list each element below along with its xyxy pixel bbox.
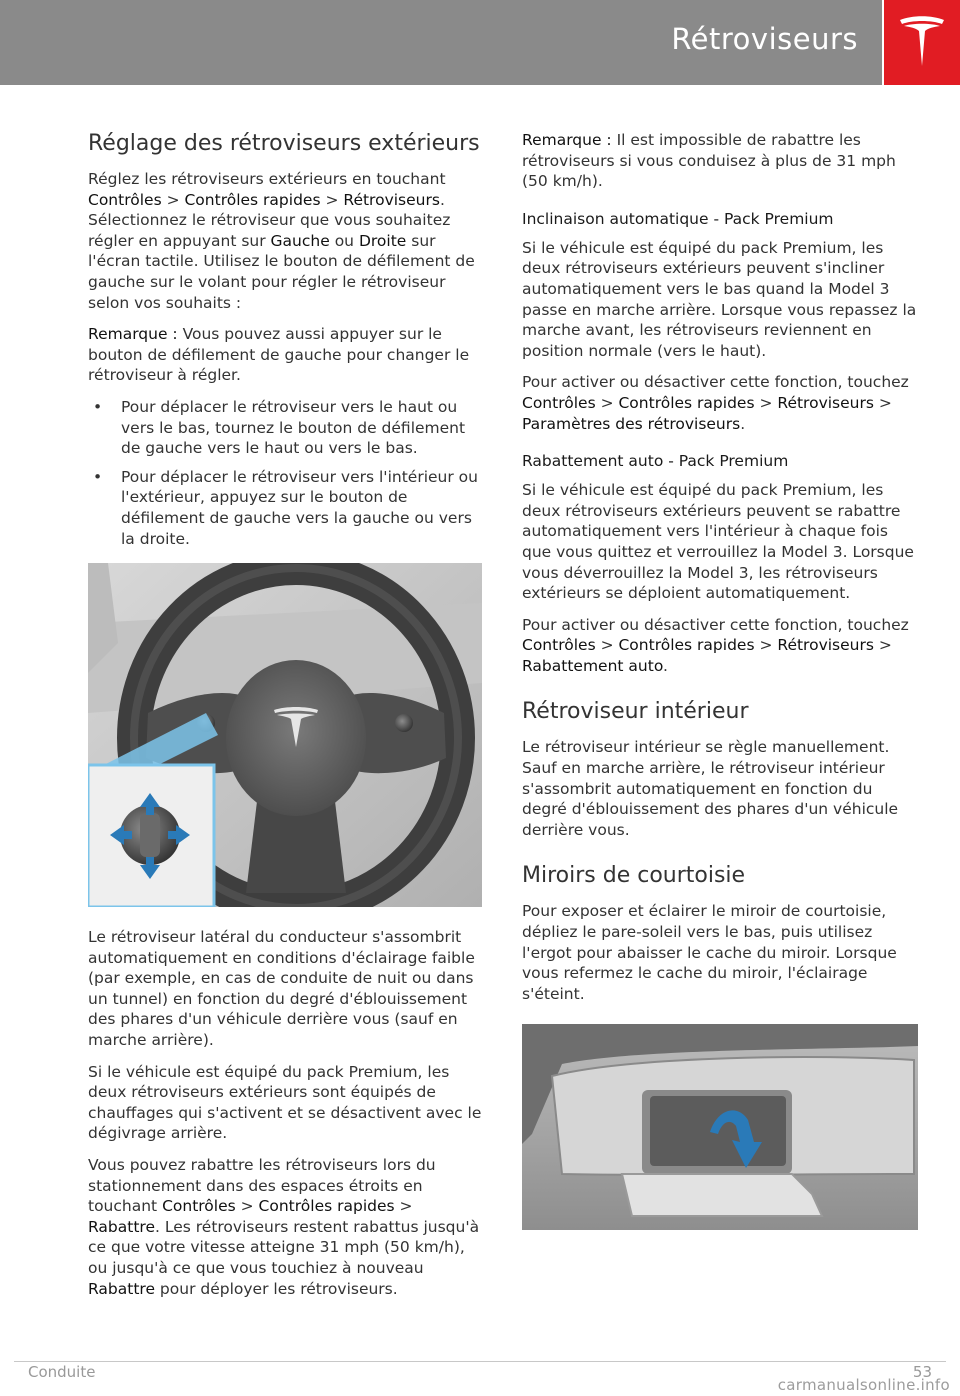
footer-rule	[14, 1361, 946, 1362]
auto-dim-paragraph: Le rétroviseur latéral du conducteur s'assombrit automatiquement en conditions d'éclairage faible (par exemple, en cas de conduite de nuit ou dans un tunnel) en fonction du degré d'éblouissement des phares d'un véhicule derrière vous (sauf en marche arrière).	[88, 928, 475, 1050]
section-heading-vanity-mirrors: Miroirs de courtoisie	[522, 863, 746, 889]
brand-logo-box	[884, 0, 960, 85]
watermark: carmanualsonline.info	[777, 1376, 950, 1394]
menu-path-quick-controls: Contrôles rapides	[184, 190, 321, 209]
page-title: Rétroviseurs	[671, 22, 858, 56]
menu-path-mirrors: Rétroviseurs	[343, 190, 440, 209]
left-column	[88, 130, 482, 1310]
heated-mirrors-paragraph: Si le véhicule est équipé du pack Premium, les deux rétroviseurs extérieurs sont équipés de chauffages qui s'activent et se désactivent avec le dégivrage arrière.	[88, 1062, 482, 1143]
subheading-auto-fold: Rabattement auto - Pack Premium	[522, 452, 789, 471]
right-column	[522, 130, 918, 1230]
fold-mirrors-paragraph: Vous pouvez rabattre les rétroviseurs lors du stationnement dans des espaces étroits en touchant Contrôles > Contrôles rapides > Rabattre. Les rétroviseurs restent rabattus jusqu'à ce que votre vitesse atteigne 31 mph (50 km/h), ou jusqu'à ce que vous touchiez à nouveau Rabattre pour déployer les rétroviseurs.	[88, 1156, 480, 1298]
page-number: 53	[912, 1363, 932, 1381]
note-label: Remarque :	[88, 325, 178, 344]
note-label: Remarque :	[522, 131, 612, 149]
subheading-auto-tilt: Inclinaison automatique - Pack Premium	[522, 209, 834, 228]
option-right: Droite	[358, 231, 407, 250]
option-left: Gauche	[270, 231, 330, 250]
menu-path-controls: Contrôles	[88, 190, 162, 209]
section-heading-interior-mirror: Rétroviseur intérieur	[522, 699, 749, 725]
auto-fold-path-paragraph: Pour activer ou désactiver cette fonction, touchez Contrôles > Contrôles rapides > Rétroviseurs > Rabattement auto.	[522, 615, 909, 675]
footer-section-name: Conduite	[28, 1363, 96, 1381]
tesla-logo-icon	[898, 14, 946, 70]
note-scroll-button: Remarque : Vous pouvez aussi appuyer sur le bouton de défilement de gauche pour changer le rétroviseur à régler.	[88, 325, 470, 385]
section-heading-exterior-mirrors: Réglage des rétroviseurs extérieurs	[88, 131, 480, 156]
interior-mirror-paragraph: Le rétroviseur intérieur se règle manuellement. Sauf en marche arrière, le rétroviseur intérieur s'assombrit automatiquement en fonction du degré d'éblouissement des phares d'un véhicule derrière vous.	[522, 738, 899, 839]
vanity-mirror-illustration	[522, 1024, 918, 1230]
list-item: • Pour déplacer le rétroviseur vers l'intérieur ou l'extérieur, appuyez sur le bouton de défilement de gauche vers la gauche ou vers la droite.	[88, 467, 482, 549]
note-fold-speed: Remarque : Il est impossible de rabattre les rétroviseurs si vous conduisez à plus de 31 mph (50 km/h).	[522, 131, 896, 191]
auto-fold-paragraph: Si le véhicule est équipé du pack Premium, les deux rétroviseurs extérieurs peuvent se rabattre automatiquement vers l'intérieur à chaque fois que vous quittez et verrouillez la Model 3. Lorsque vous déverrouillez la Model 3, les rétroviseurs extérieurs se déploient automatiquement.	[522, 481, 914, 603]
adjust-instructions-list	[88, 397, 482, 549]
list-item: • Pour déplacer le rétroviseur vers le haut ou vers le bas, tournez le bouton de défilement de gauche vers le haut ou vers le bas.	[88, 397, 482, 459]
intro-paragraph: Réglez les rétroviseurs extérieurs en touchant Contrôles > Contrôles rapides > Rétroviseurs. Sélectionnez le rétroviseur que vous souhaitez régler en appuyant sur Gauche ou Droite sur l'écran tactile. Utilisez le bouton de défilement de gauche sur le volant pour régler le rétroviseur selon vos souhaits :	[88, 170, 475, 312]
vanity-mirror-paragraph: Pour exposer et éclairer le miroir de courtoisie, dépliez le pare-soleil vers le bas, puis utilisez l'ergot pour abaisser le cache du miroir. Lorsque vous refermez le cache du miroir, l'éclairage s'éteint.	[522, 902, 897, 1003]
steering-wheel-illustration	[88, 563, 482, 907]
auto-tilt-path-paragraph: Pour activer ou désactiver cette fonction, touchez Contrôles > Contrôles rapides > Rétroviseurs > Paramètres des rétroviseurs.	[522, 373, 909, 433]
auto-tilt-paragraph: Si le véhicule est équipé du pack Premium, les deux rétroviseurs extérieurs peuvent s'incliner automatiquement vers le bas quand la Model 3 passe en marche arrière. Lorsque vous repassez la marche avant, les rétroviseurs reviennent en position normale (vers le haut).	[522, 238, 917, 360]
